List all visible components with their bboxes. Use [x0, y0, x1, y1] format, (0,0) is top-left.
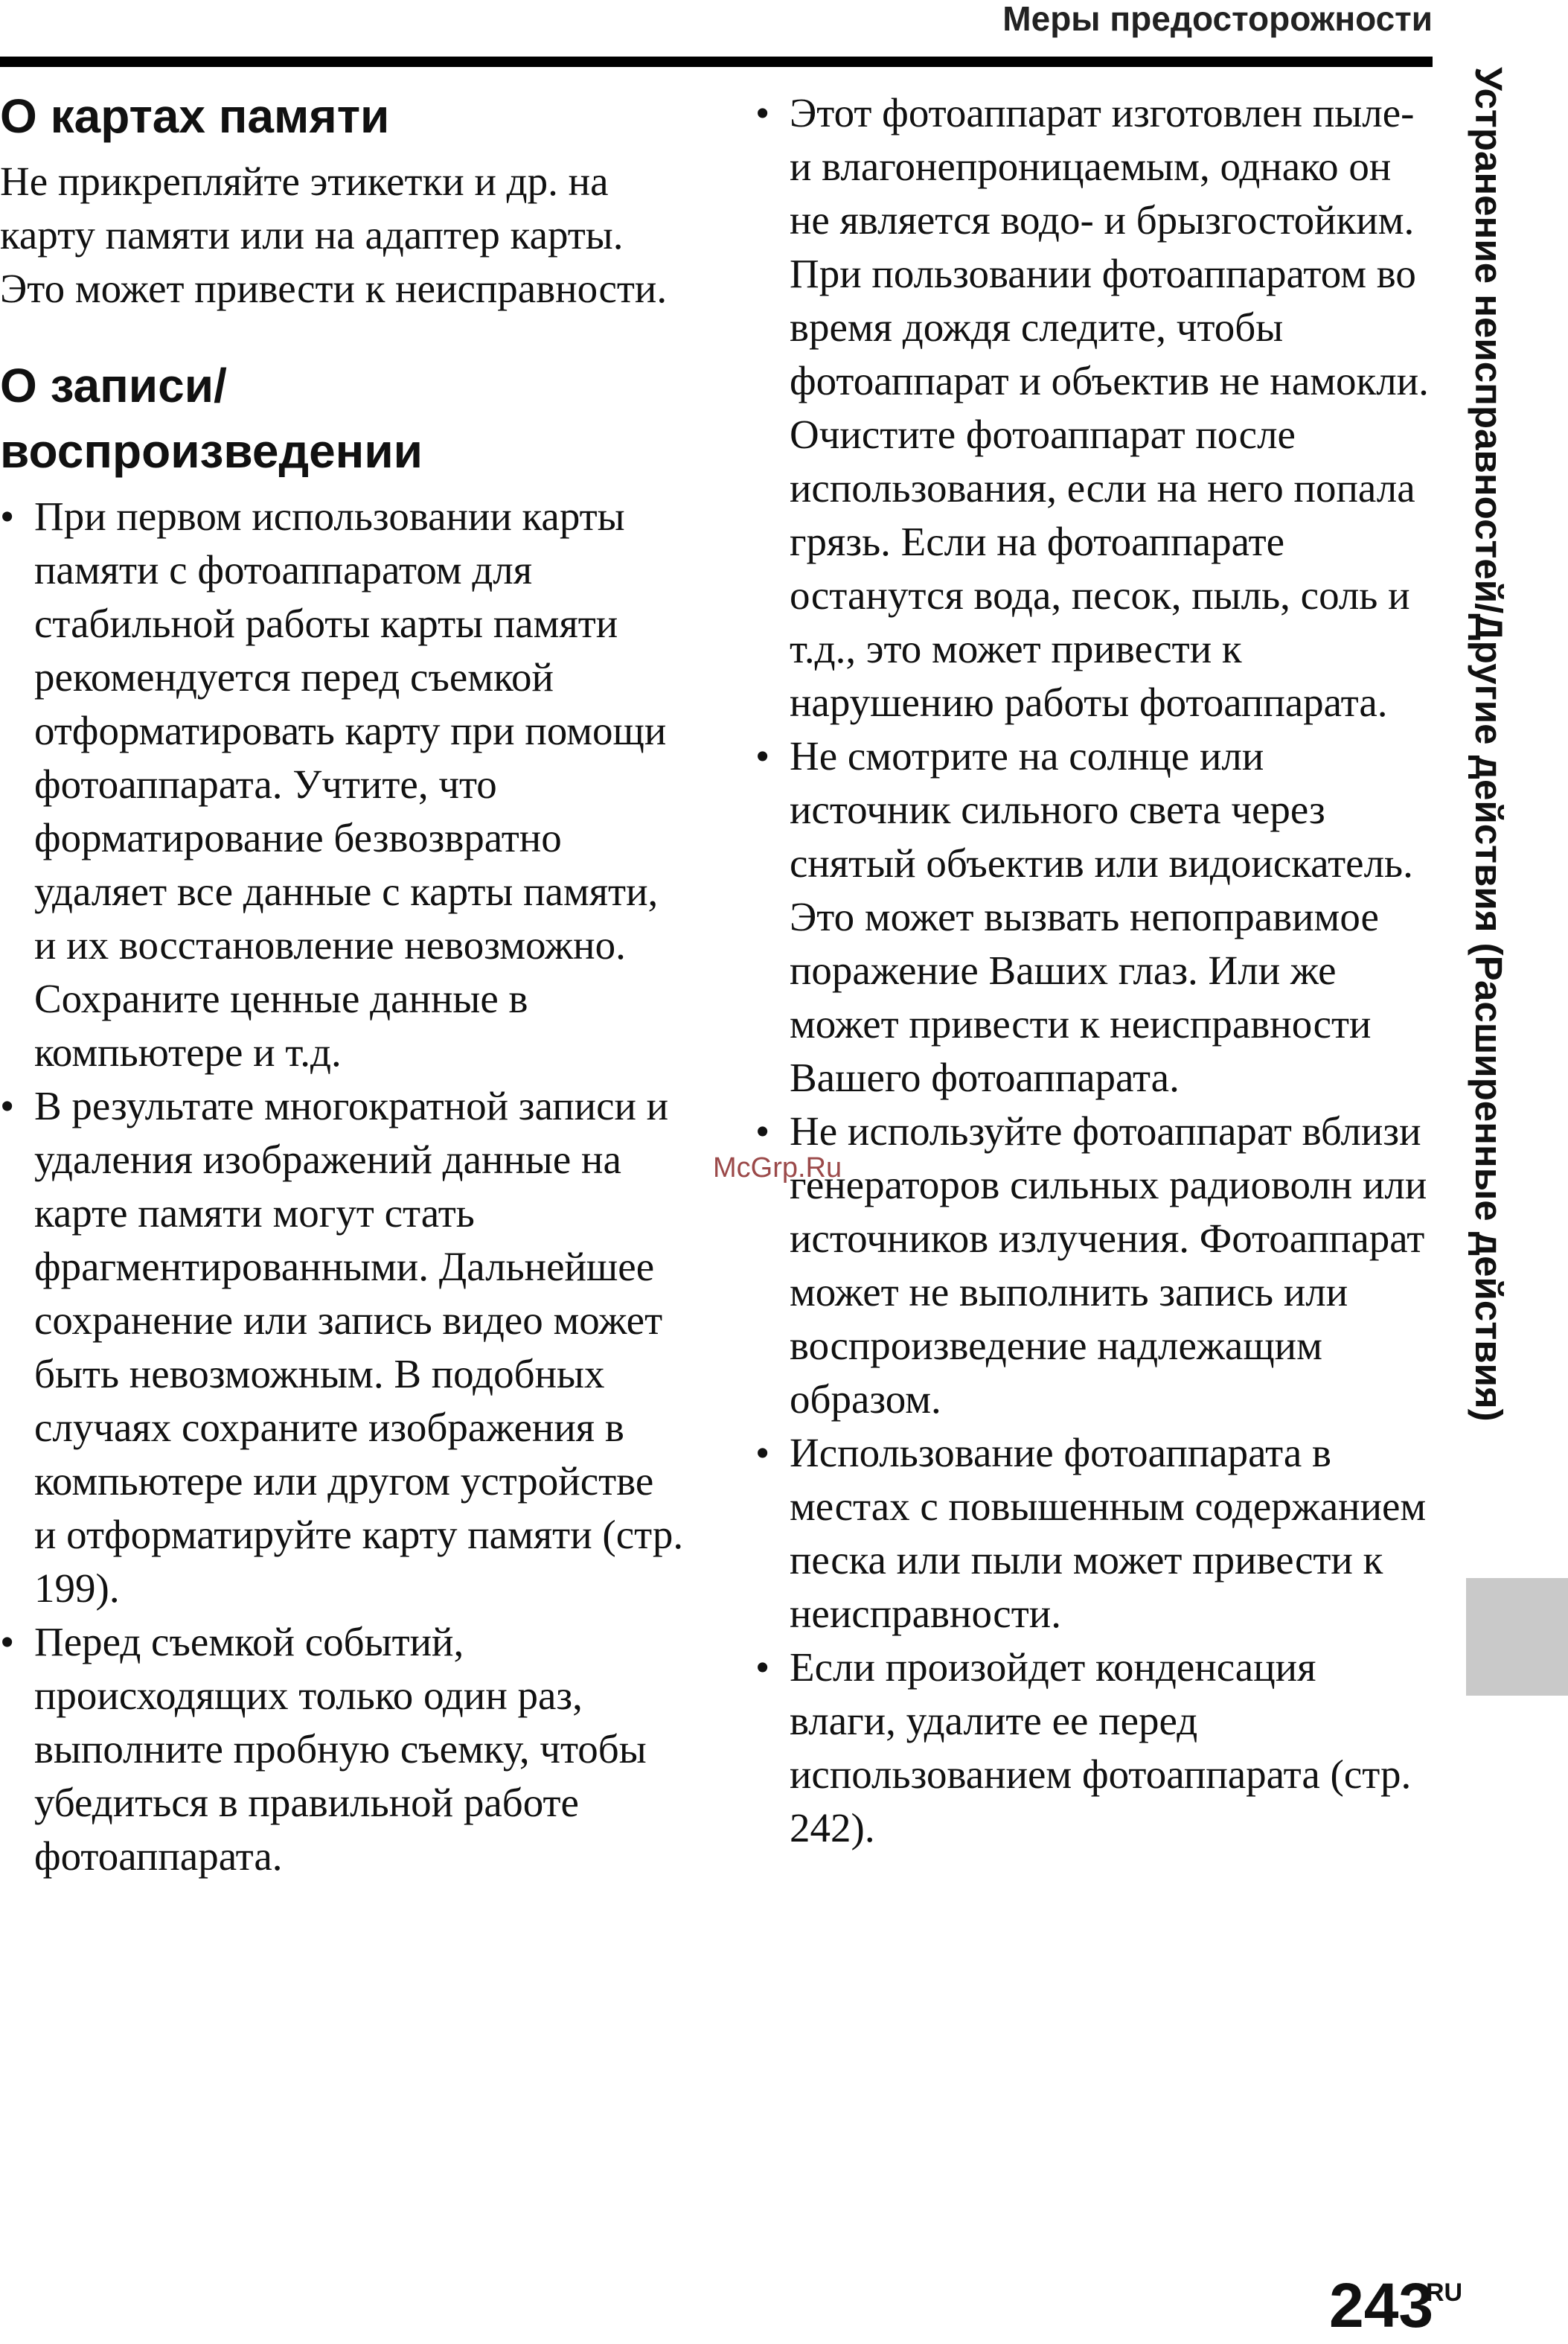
list-item: [755, 729, 1429, 1105]
recording-bullet-list: [0, 490, 685, 1883]
precautions-bullet-list: [755, 86, 1429, 1855]
left-column: [0, 82, 685, 1883]
recording-heading-line1: О записи/: [0, 359, 227, 412]
list-item: [0, 490, 685, 1079]
list-item-text: Не используйте фотоаппарат вблизи генераторов сильных радиоволн или источников излучения. Фотоаппарат может не выполнить запись или воспроизведение надлежащим образом.: [790, 1108, 1427, 1422]
header-rule: [0, 57, 1433, 67]
page-header-title: Меры предосторожности: [1002, 0, 1433, 38]
page-number: 243: [1329, 2270, 1434, 2340]
list-item: [755, 1641, 1429, 1855]
memory-cards-heading: О картах памяти: [0, 89, 390, 143]
page-number-suffix: RU: [1426, 2278, 1463, 2307]
bullet-icon: •: [755, 733, 770, 779]
bullet-icon: •: [755, 1108, 770, 1154]
list-item-text: При первом использовании карты памяти с фотоаппаратом для стабильной работы карты памяти рекомендуется перед съемкой отформатировать карту при помощи фотоаппарата. Учтите, что форматирование безвозвратно удаляет все данные с карты памяти, и их восстановление невозможно. Сохраните ценные данные в компьютере и т.д.: [34, 494, 667, 1075]
right-column: [755, 82, 1429, 1855]
recording-heading: [0, 353, 685, 484]
section-tab-marker: [1466, 1578, 1568, 1696]
bullet-icon: •: [755, 1430, 770, 1475]
list-item: [0, 1615, 685, 1883]
bullet-icon: •: [0, 494, 15, 539]
side-section-label: [1459, 67, 1518, 1556]
side-section-label-text: Устранение неисправностей/Другие действия (Расширенные действия): [1468, 67, 1510, 1422]
list-item-text: Не смотрите на солнце или источник сильного света через снятый объектив или видоискатель. Это может вызвать непоправимое поражение Ваших глаз. Или же может привести к неисправности Вашего фотоаппарата.: [790, 733, 1413, 1100]
list-item-text: Если произойдет конденсация влаги, удалите ее перед использованием фотоаппарата (стр. 242).: [790, 1644, 1412, 1850]
list-item-text: В результате многократной записи и удаления изображений данные на карте памяти могут стать фрагментированными. Дальнейшее сохранение или запись видео может быть невозможным. В подобных случаях сохраните изображения в компьютере или другом устройстве и отформатируйте карту памяти (стр. 199).: [34, 1083, 684, 1611]
list-item: [755, 1105, 1429, 1426]
watermark: McGrp.Ru: [713, 1152, 842, 1184]
bullet-icon: •: [755, 90, 770, 135]
bullet-icon: •: [755, 1644, 770, 1690]
bullet-icon: •: [0, 1619, 15, 1664]
bullet-icon: •: [0, 1083, 15, 1128]
list-item-text: Этот фотоаппарат изготовлен пыле- и влагонепроницаемым, однако он не является водо- и брызгостойким. При пользовании фотоаппаратом во время дождя следите, чтобы фотоаппарат и объектив не намокли. Очистите фотоаппарат после использования, если на него попала грязь. Если на фотоаппарате останутся вода, песок, пыль, соль и т.д., это может привести к нарушению работы фотоаппарата.: [790, 90, 1429, 725]
list-item-text: Использование фотоаппарата в местах с повышенным содержанием песка или пыли может привести к неисправности.: [790, 1430, 1427, 1636]
list-item: [0, 1079, 685, 1615]
recording-heading-line2: воспроизведении: [0, 424, 423, 478]
memory-cards-text: Не прикрепляйте этикетки и др. на карту памяти или на адаптер карты. Это может привести к неисправности.: [0, 159, 668, 311]
list-item: [755, 1426, 1429, 1641]
list-item-text: Перед съемкой событий, происходящих только один раз, выполните пробную съемку, чтобы убедиться в правильной работе фотоаппарата.: [34, 1619, 647, 1879]
list-item: [755, 86, 1429, 729]
